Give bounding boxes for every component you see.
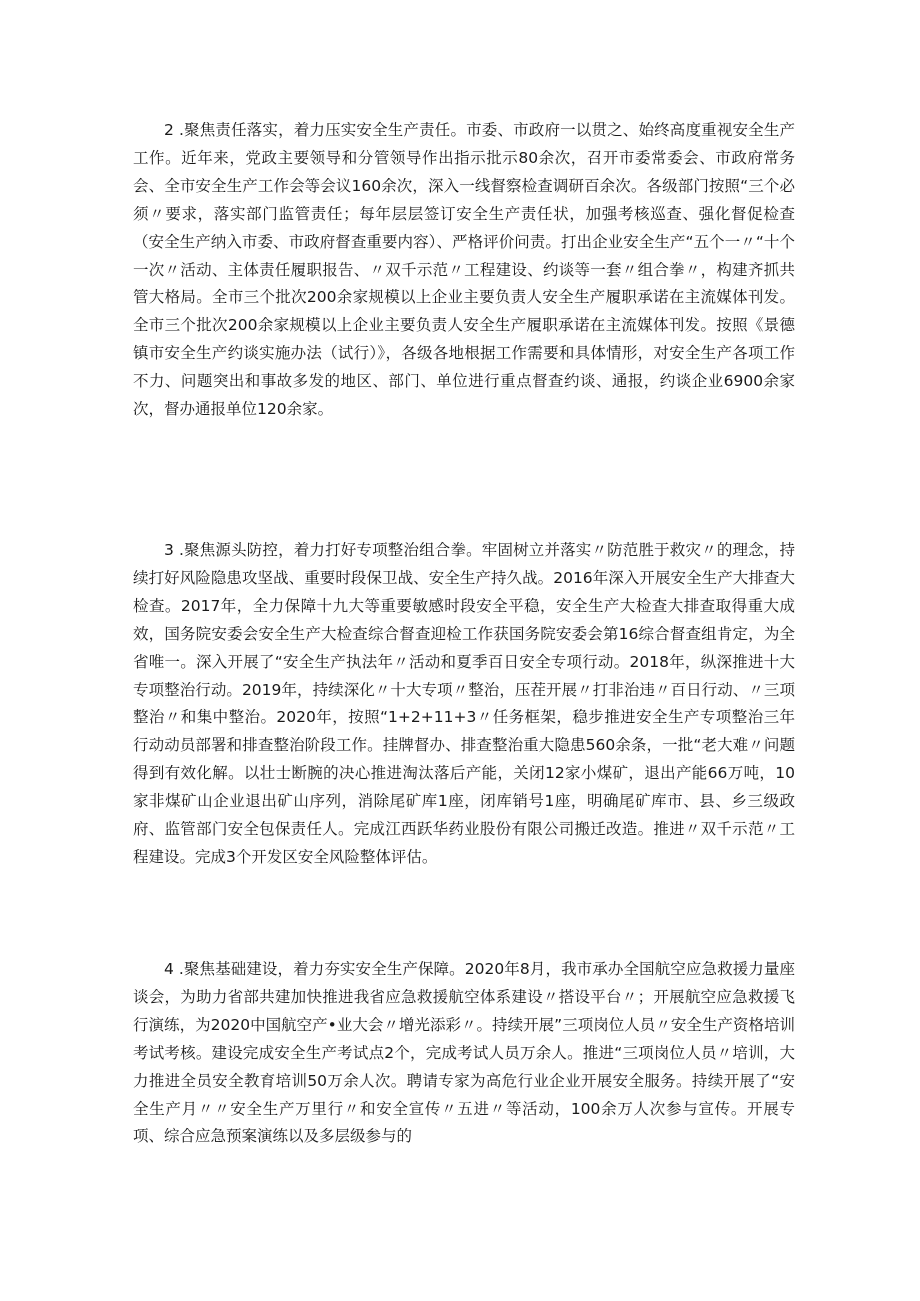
paragraph-3: 3 .聚焦源头防控，着力打好专项整治组合拳。牢固树立并落实〃防范胜于救灾〃的理念，持续打好风险隐患攻坚战、重要时段保卫战、安全生产持久战。2016年深入开展安全生产大排查大检查。2017年，全力保障十九大等重要敏感时段安全平稳，安全生产大检查大排查取得重大成效，国务院安委会安全生产大检查综合督查迎检工作获国务院安委会第16综合督查组肯定，为全省唯一。深入开展了“安全生产执法年〃活动和夏季百日安全专项行动。2018年，纵深推进十大专项整治行动。2019年，持续深化〃十大专项〃整治，压茬开展〃打非治违〃百日行动、〃三项整治〃和集中整治。2020年，按照“1+2+11+3〃任务框架，稳步推进安全生产专项整治三年行动动员部署和排查整治阶段工作。挂牌督办、排查整治重大隐患560余条，一批“老大难〃问题得到有效化解。以壮士断腕的决心推进淘汰落后产能，关闭12家小煤矿，退出产能66万吨，10家非煤矿山企业退出矿山序列，消除尾矿库1座，闭库销号1座，明确尾矿库市、县、乡三级政府、监管部门安全包保责任人。完成江西跃华药业股份有限公司搬迁改造。推进〃双千示范〃工程建设。完成3个开发区安全风险整体评估。 [133, 541, 795, 866]
paragraph-2: 2 .聚焦责任落实，着力压实安全生产责任。市委、市政府一以贯之、始终高度重视安全生产工作。近年来，党政主要领导和分管领导作出指示批示80余次，召开市委常委会、市政府常务会、全市安全生产工作会等会议160余次，深入一线督察检查调研百余次。各级部门按照“三个必须〃要求，落实部门监管责任；每年层层签订安全生产责任状，加强考核巡查、强化督促检查（安全生产纳入市委、市政府督查重要内容）、严格评价问责。打出企业安全生产“五个一〃“十个一次〃活动、主体责任履职报告、〃双千示范〃工程建设、约谈等一套〃组合拳〃，构建齐抓共管大格局。全市三个批次200余家规模以上企业主要负责人安全生产履职承诺在主流媒体刊发。全市三个批次200余家规模以上企业主要负责人安全生产履职承诺在主流媒体刊发。按照《景德镇市安全生产约谈实施办法（试行）》，各级各地根据工作需要和具体情形，对安全生产各项工作不力、问题突出和事故多发的地区、部门、单位进行重点督查约谈、通报，约谈企业6900余家次，督办通报单位120余家。 [133, 121, 795, 419]
paragraph-4: 4 .聚焦基础建设，着力夯实安全生产保障。2020年8月，我市承办全国航空应急救援力量座谈会，为助力省部共建加快推进我省应急救援航空体系建设〃搭设平台〃；开展航空应急救援飞行演练，为2020中国航空产•业大会〃增光添彩〃。持续开展”三项岗位人员〃安全生产资格培训考试考核。建设完成安全生产考试点2个，完成考试人员万余人。推进“三项岗位人员〃培训，大力推进全员安全教育培训50万余人次。聘请专家为高危行业企业开展安全服务。持续开展了“安全生产月〃〃安全生产万里行〃和安全宣传〃五进〃等活动，100余万人次参与宣传。开展专项、综合应急预案演练以及多层级参与的 [133, 960, 795, 1146]
